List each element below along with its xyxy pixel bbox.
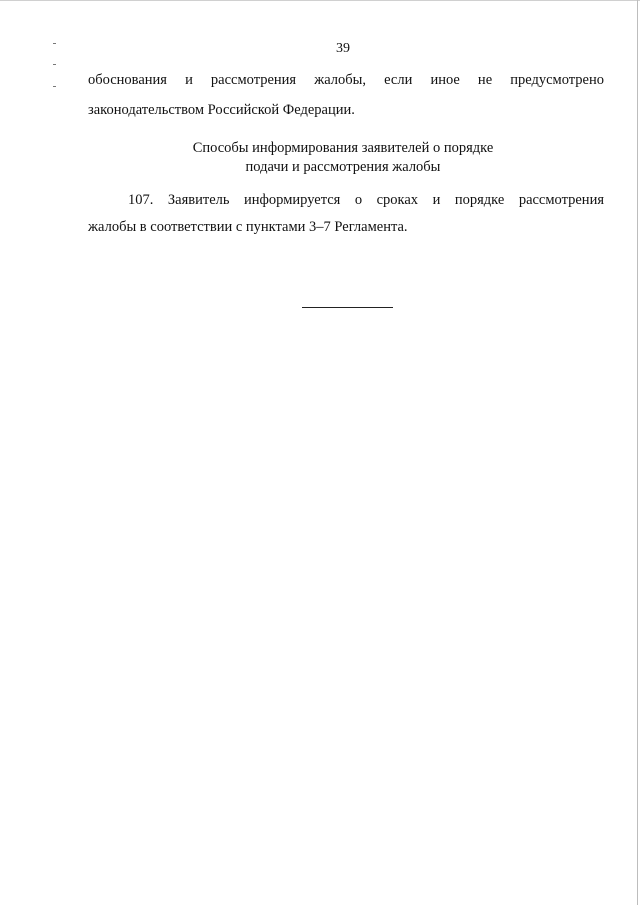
page-edge-right <box>637 0 638 905</box>
scan-mark <box>53 86 56 87</box>
page-number: 39 <box>336 41 350 56</box>
section-heading-line-1: Способы информирования заявителей о порядке <box>192 140 494 156</box>
paragraph-continuation-line-2: законодательством Российской Федерации. <box>88 102 355 118</box>
section-heading-line-2: подачи и рассмотрения жалобы <box>245 159 441 175</box>
page-edge-top <box>0 0 640 1</box>
end-separator-line <box>302 307 393 308</box>
paragraph-107-line-2: жалобы в соответствии с пунктами 3–7 Регламента. <box>88 219 408 235</box>
paragraph-continuation-line-1: обоснования и рассмотрения жалобы, если иное не предусмотрено <box>88 72 604 88</box>
scan-mark <box>53 64 56 65</box>
paragraph-107-line-1: 107. Заявитель информируется о сроках и порядке рассмотрения <box>128 192 604 208</box>
